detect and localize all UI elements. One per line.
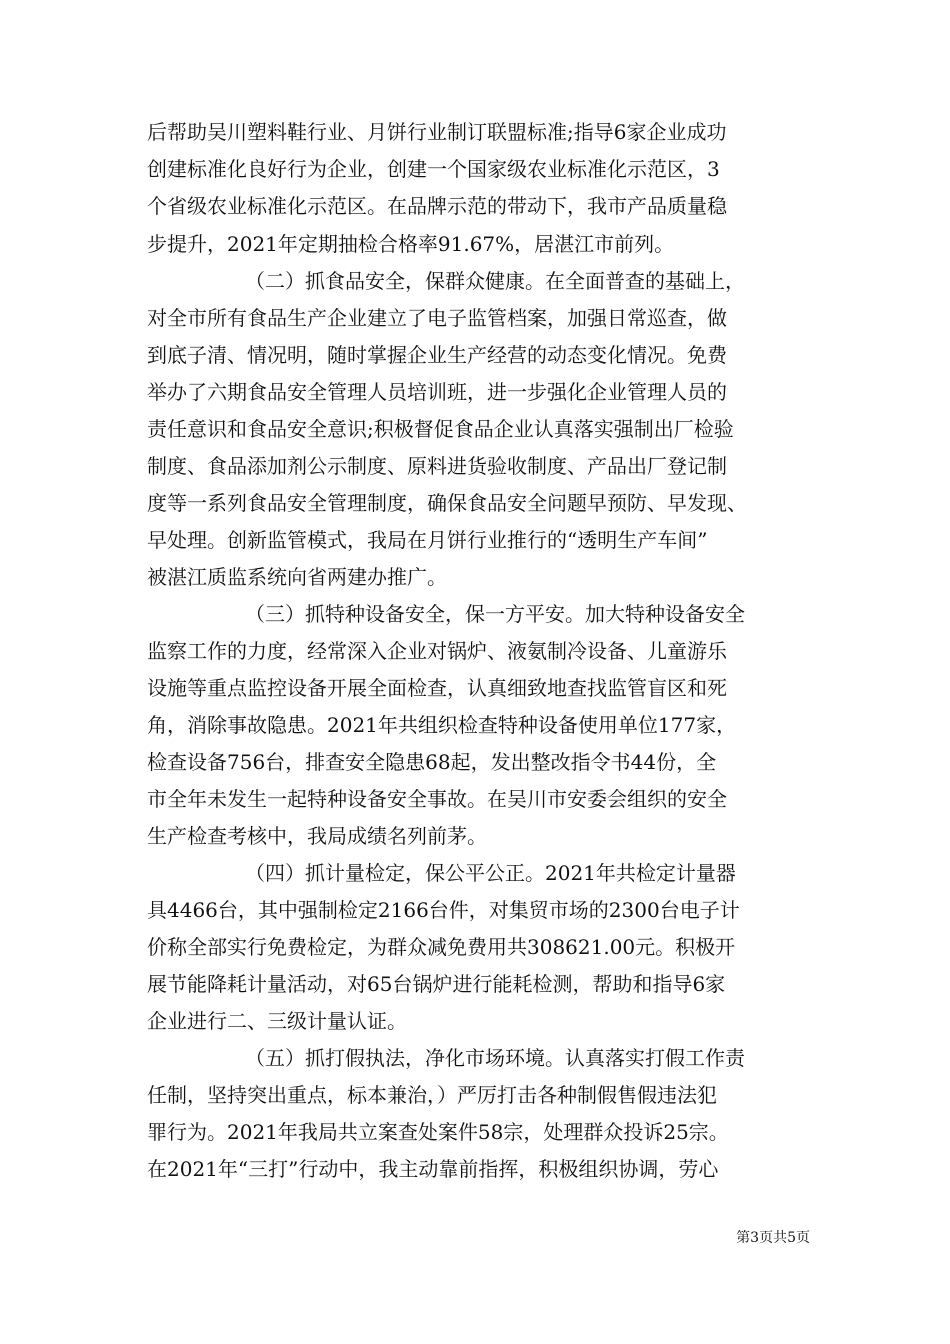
text-line: 展节能降耗计量活动，对65台锅炉进行能耗检测，帮助和指导6家 bbox=[147, 972, 726, 996]
page-number-footer: 第3页共5页 bbox=[736, 1230, 810, 1246]
text-line: 生产检查考核中，我局成绩名列前茅。 bbox=[147, 824, 487, 848]
text-line: 监察工作的力度，经常深入企业对锅炉、液氨制冷设备、儿童游乐 bbox=[147, 639, 727, 663]
text-line: 后帮助吴川塑料鞋行业、月饼行业制订联盟标准;指导6家企业成功 bbox=[147, 120, 727, 144]
text-line: 价称全部实行免费检定，为群众减免费用共308621.00元。积极开 bbox=[147, 935, 736, 959]
text-line: 被湛江质监系统向省两建办推广。 bbox=[147, 565, 447, 589]
text-line: 任制，坚持突出重点，标本兼治，）严厉打击各种制假售假违法犯 bbox=[147, 1083, 717, 1107]
text-line: 在2021年“三打”行动中，我主动靠前指挥，积极组织协调，劳心 bbox=[147, 1157, 719, 1181]
section-heading-line: （五）抓打假执法，净化市场环境。认真落实打假工作责 bbox=[245, 1046, 745, 1070]
text-line: 步提升，2021年定期抽检合格率91.67%，居湛江市前列。 bbox=[147, 232, 675, 256]
text-line: 市全年未发生一起特种设备安全事故。在吴川市安委会组织的安全 bbox=[147, 787, 727, 811]
text-line: 责任意识和食品安全意识;积极督促食品企业认真落实强制出厂检验 bbox=[147, 417, 734, 441]
text-line: 制度、食品添加剂公示制度、原料进货验收制度、产品出厂登记制 bbox=[147, 454, 727, 478]
text-line: 罪行为。2021年我局共立案查处案件58宗，处理群众投诉25宗。 bbox=[147, 1120, 729, 1144]
section-heading-line: （四）抓计量检定，保公平公正。2021年共检定计量器 bbox=[245, 861, 736, 885]
text-line: 企业进行二、三级计量认证。 bbox=[147, 1009, 407, 1033]
text-line: 早处理。创新监管模式，我局在月饼行业推行的“透明生产车间” bbox=[147, 528, 708, 552]
text-line: 角，消除事故隐患。2021年共组织检查特种设备使用单位177家， bbox=[147, 713, 737, 737]
text-line: 度等一系列食品安全管理制度，确保食品安全问题早预防、早发现、 bbox=[147, 491, 747, 515]
text-line: 检查设备756台，排查安全隐患68起，发出整改指令书44份，全 bbox=[147, 750, 717, 774]
text-line: 对全市所有食品生产企业建立了电子监管档案，加强日常巡查，做 bbox=[147, 306, 727, 330]
text-line: 设施等重点监控设备开展全面检查，认真细致地查找监管盲区和死 bbox=[147, 676, 727, 700]
text-line: 举办了六期食品安全管理人员培训班，进一步强化企业管理人员的 bbox=[147, 380, 727, 404]
text-line: 到底子清、情况明，随时掌握企业生产经营的动态变化情况。免费 bbox=[147, 343, 727, 367]
text-line: 个省级农业标准化示范区。在品牌示范的带动下，我市产品质量稳 bbox=[147, 194, 727, 218]
text-line: 具4466台，其中强制检定2166台件，对集贸市场的2300台电子计 bbox=[147, 898, 740, 922]
section-heading-line: （二）抓食品安全，保群众健康。在全面普查的基础上， bbox=[245, 269, 745, 293]
text-line: 创建标准化良好行为企业，创建一个国家级农业标准化示范区，3 bbox=[147, 157, 720, 181]
section-heading-line: （三）抓特种设备安全，保一方平安。加大特种设备安全 bbox=[245, 602, 745, 626]
